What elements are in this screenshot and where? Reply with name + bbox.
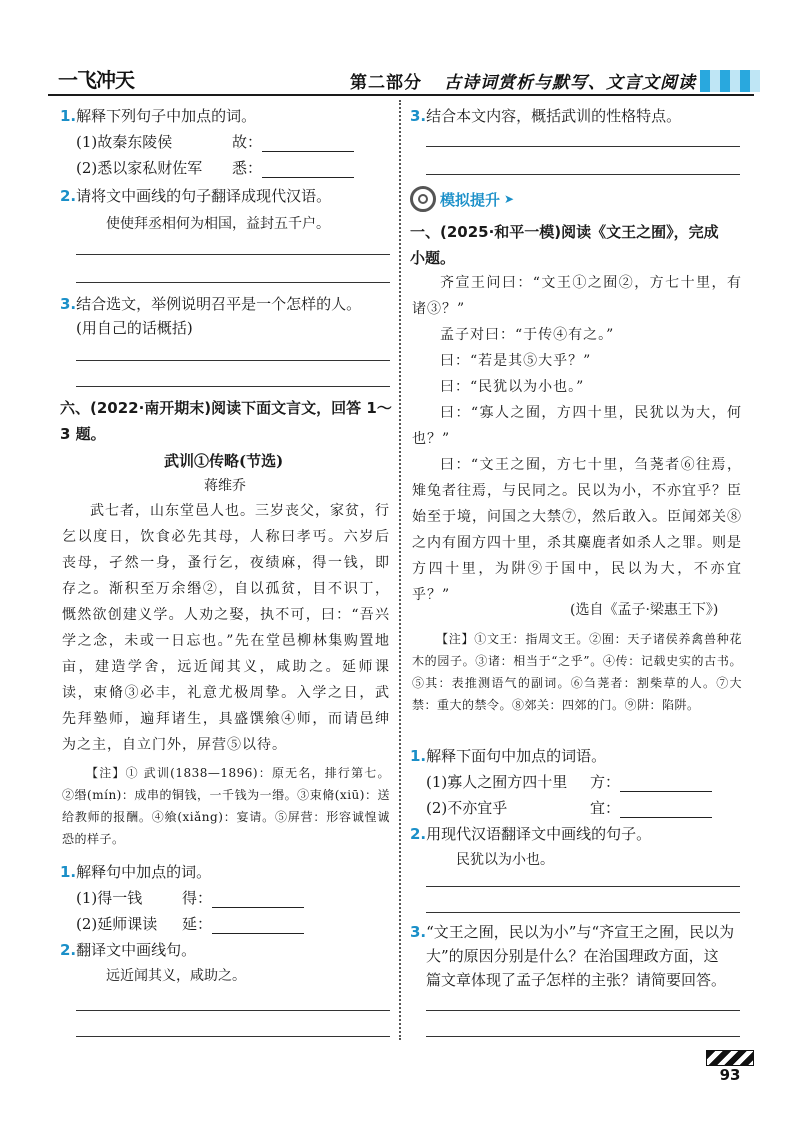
question-2: 2.请将文中画线的句子翻译成现代汉语。	[60, 187, 332, 205]
question-3-note: (用自己的话概括)	[76, 319, 193, 337]
quote-a2: 远近闻其义，咸助之。	[106, 968, 246, 984]
arrow-icon: ➤	[504, 192, 515, 206]
passage-para-6: 曰：“文王之囿，方七十里，刍荛者⑥往焉，雉兔者往焉，与民同之。民以为小，不亦宜乎？臣始至于境，问国之大禁⑦，然后敢入。臣闻郊关⑧之内有囿方四十里，杀其麋鹿者如杀人之罪。则是方四十里，为阱⑨于国中，民以为大，不亦宜乎？”	[412, 457, 742, 603]
answer-line[interactable]	[426, 886, 740, 887]
article-author: 蒋维乔	[204, 478, 246, 494]
answer-line[interactable]	[426, 1010, 740, 1011]
answer-blank-1[interactable]: 故：	[232, 132, 354, 152]
answer-line[interactable]	[426, 912, 740, 913]
question-b3: 3.“文王之囿，民以为小”与“齐宣王之囿，民以为	[410, 923, 735, 941]
passage-para-2: 孟子对曰：“于传④有之。”	[440, 327, 615, 343]
question-b1-item-2: (2)不亦宜乎	[426, 799, 508, 817]
answer-blank-b2[interactable]: 宜：	[590, 798, 712, 818]
stripe-decoration	[706, 1050, 754, 1066]
answer-blank-2[interactable]: 悉：	[232, 158, 354, 178]
passage-note: 【注】①文王：指周文王。②囿：天子诸侯养禽兽种花木的园子。③诸：相当于“之乎”。④传：记载史实的古书。⑤其：表推测语气的副词。⑥刍荛者：割柴草的人。⑦大禁：重大的禁令。⑧郊关：四郊的门。⑨阱：陷阱。	[412, 632, 742, 712]
question-a1: 1.解释句中加点的词。	[60, 863, 212, 881]
part-label: 第二部分	[350, 73, 422, 93]
answer-line[interactable]	[76, 254, 390, 255]
page-number: 93	[719, 1066, 741, 1084]
question-3: 3.结合选文，举例说明召平是一个怎样的人。	[60, 295, 362, 313]
header-decoration	[700, 70, 760, 92]
question-b1-item-1: (1)寡人之囿方四十里	[426, 773, 568, 791]
question-a1-item-1: (1)得一钱	[76, 889, 143, 907]
passage-para-4: 曰：“民犹以为小也。”	[440, 379, 585, 395]
quote-2: 使使拜丞相何为相国，益封五千户。	[106, 216, 330, 232]
logo: 一飞冲天	[58, 68, 134, 92]
answer-line[interactable]	[76, 1010, 390, 1011]
question-a1-item-2: (2)延师课读	[76, 915, 158, 933]
answer-blank-a1[interactable]: 得：	[182, 888, 304, 908]
passage-para-1: 齐宣王问曰：“文王①之囿②，方七十里，有诸③？”	[412, 275, 742, 317]
answer-line[interactable]	[76, 1036, 390, 1037]
target-icon	[410, 186, 436, 212]
section-6-heading: 六、(2022·南开期末)阅读下面文言文，回答 1～	[60, 399, 392, 417]
section-6-heading-2: 3 题。	[60, 425, 106, 443]
article-title: 武训①传略(节选)	[164, 452, 284, 470]
question-b2: 2.用现代汉语翻译文中画线的句子。	[410, 825, 652, 843]
question-a2: 2.翻译文中画线句。	[60, 941, 197, 959]
answer-line[interactable]	[426, 146, 740, 147]
question-b3-line-2: 大”的原因分别是什么？在治国理政方面，这	[426, 947, 719, 965]
chapter-title: 古诗词赏析与默写、文言文阅读	[444, 73, 696, 93]
section-1-heading: 一、(2025·和平一模)阅读《文王之囿》，完成	[410, 223, 719, 241]
question-b1: 1.解释下面句中加点的词语。	[410, 747, 607, 765]
section-1-heading-2: 小题。	[410, 249, 456, 267]
answer-blank-b1[interactable]: 方：	[590, 772, 712, 792]
answer-line[interactable]	[426, 1036, 740, 1037]
question-r3: 3.结合本文内容，概括武训的性格特点。	[410, 107, 682, 125]
article-note: 【注】① 武训(1838—1896)：原无名，排行第七。②缗(mín)：成串的铜钱，一千钱为一缗。③束脩(xiū)：送给教师的报酬。④飨(xiǎng)：宴请。⑤屏营：形容诚惶诚恐的样子。	[62, 766, 390, 846]
answer-blank-a2[interactable]: 延：	[182, 914, 304, 934]
question-1: 1.解释下列句子中加点的词。	[60, 107, 257, 125]
answer-line[interactable]	[426, 174, 740, 175]
column-divider	[399, 100, 401, 1040]
badge-label: 模拟提升	[440, 190, 501, 209]
practice-badge	[410, 186, 514, 212]
question-b3-line-3: 篇文章体现了孟子怎样的主张？请简要回答。	[426, 971, 727, 989]
answer-line[interactable]	[76, 282, 390, 283]
header-title	[350, 68, 718, 93]
quote-b2: 民犹以为小也。	[456, 852, 554, 868]
passage-source: (选自《孟子·梁惠王下》)	[570, 602, 719, 618]
page-number-badge	[706, 1050, 754, 1084]
answer-line[interactable]	[76, 386, 390, 387]
article-body: 武七者，山东堂邑人也。三岁丧父，家贫，行乞以度日，饮食必先其母，人称曰孝丐。六岁后丧母，孑然一身，蚤行乞，夜绩麻，得一钱，即存之。渐积至万余缗②，自以孤贫，目不识丁，慨然欲创建义学。人劝之娶，执不可，曰：“吾兴学之念，未或一日忘也。”先在堂邑柳林集购置地亩，建造学舍，远近闻其义，咸助之。延师课读，束脩③必丰，礼意尤极周挚。入学之日，武先拜塾师，遍拜诸生，具盛馔飨④师，而请邑绅为之主，自立门外，屏营⑤以待。	[62, 503, 390, 753]
passage-para-3: 曰：“若是其⑤大乎？”	[440, 353, 592, 369]
passage-para-5: 曰：“寡人之囿，方四十里，民犹以为大，何也？”	[412, 405, 742, 447]
question-1-item-1: (1)故秦东陵侯	[76, 133, 173, 151]
question-1-item-2: (2)悉以家私财佐军	[76, 159, 203, 177]
header-rule	[48, 94, 754, 96]
answer-line[interactable]	[76, 360, 390, 361]
